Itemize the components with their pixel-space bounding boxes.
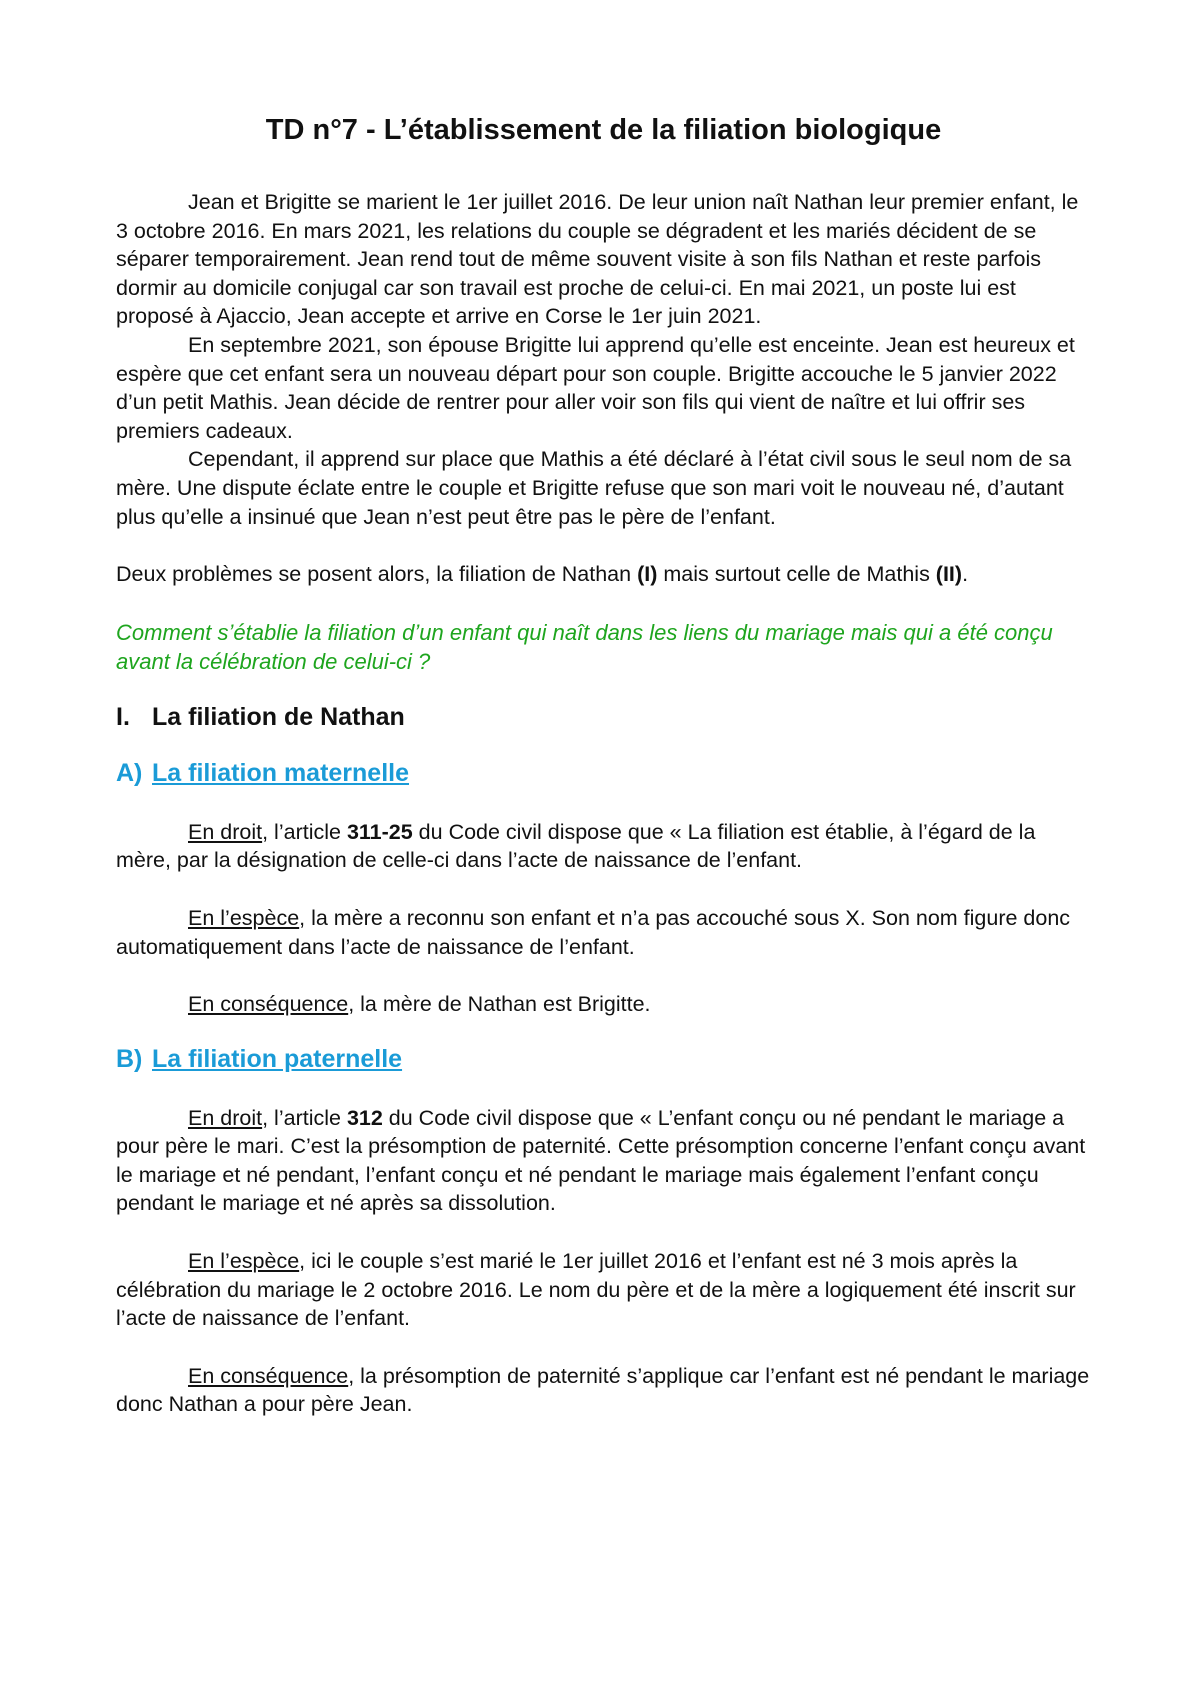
subB-espece-label: En l’espèce	[188, 1249, 300, 1274]
subB-espece-text: , ici le couple s’est marié le 1er juillet 2016 et l’enfant est né 3 mois après la célébration du mariage le 2 octobre 2016. Le nom du père et de la mère a logiquement été inscrit sur l’acte de naissance de l’enfant.	[116, 1249, 1076, 1331]
subB-consequence-text: , la présomption de paternité s’applique car l’enfant est né pendant le mariage donc Nathan a pour père Jean.	[116, 1363, 1090, 1417]
subA-espece-text: , la mère a reconnu son enfant et n’a pas accouché sous X. Son nom figure donc automatiquement dans l’acte de naissance de l’enfant.	[116, 905, 1071, 959]
intro-paragraph-1: Jean et Brigitte se marient le 1er juillet 2016. De leur union naît Nathan leur premier enfant, le 3 octobre 2016. En mars 2021, les relations du couple se dégradent et les mariés décident de se séparer temporairement. Jean rend tout de même souvent visite à son fils Nathan et reste parfois dormir au domicile conjugal car son travail est proche de celui-ci. En mai 2021, un poste lui est proposé à Ajaccio, Jean accepte et arrive en Corse le 1er juin 2021.	[116, 190, 1079, 329]
section-1-heading	[116, 701, 1091, 733]
subB-consequence-label: En conséquence	[188, 1363, 349, 1388]
subsection-b-heading	[116, 1043, 1091, 1075]
subA-article-number: 311-25	[346, 819, 413, 844]
problem-ref-2: (II)	[935, 562, 963, 587]
subsection-b-title: La filiation paternelle	[152, 1044, 403, 1073]
subB-droit-label: En droit	[188, 1105, 263, 1130]
problems-text-post: .	[962, 562, 969, 587]
problem-ref-1: (I)	[637, 562, 658, 587]
subA-droit-paragraph	[116, 818, 1091, 875]
subB-consequence-paragraph	[116, 1362, 1091, 1419]
page-title: TD n°7 - L’établissement de la filiation biologique	[265, 114, 942, 146]
document-body	[116, 112, 1091, 1419]
section-1-number: I.	[116, 702, 130, 731]
subA-droit-label: En droit	[188, 819, 263, 844]
subsection-a-number: A)	[116, 758, 143, 787]
problems-text-mid: mais surtout celle de Mathis	[657, 562, 936, 587]
subA-droit-text: du Code civil dispose que « La filiation est établie, à l’égard de la mère, par la désignation de celle-ci dans l’acte de naissance de l’enfant.	[116, 819, 1036, 873]
subB-droit-pre: , l’article	[262, 1105, 347, 1130]
subA-consequence-text: , la mère de Nathan est Brigitte.	[348, 992, 651, 1017]
subB-article-number: 312	[346, 1105, 383, 1130]
legal-question: Comment s’établie la filiation d’un enfant qui naît dans les liens du mariage mais qui a été conçu avant la célébration de celui-ci ?	[116, 619, 1053, 674]
subB-droit-text: du Code civil dispose que « L’enfant conçu ou né pendant le mariage a pour père le mari. C’est la présomption de paternité. Cette présomption concerne l’enfant conçu avant le mariage et né pendant, l’enfant conçu et né pendant le mariage mais également l’enfant conçu pendant le mariage et né après sa dissolution.	[116, 1105, 1086, 1216]
subA-espece-paragraph	[116, 904, 1091, 961]
subA-consequence-label: En conséquence	[188, 992, 349, 1017]
subsection-b-number: B)	[116, 1044, 143, 1073]
subB-droit-paragraph	[116, 1104, 1091, 1218]
subA-droit-pre: , l’article	[262, 819, 347, 844]
subB-espece-paragraph	[116, 1247, 1091, 1333]
section-1-title: La filiation de Nathan	[152, 702, 405, 731]
intro-paragraph-2: En septembre 2021, son épouse Brigitte lui apprend qu’elle est enceinte. Jean est heureux et espère que cet enfant sera un nouveau départ pour son couple. Brigitte accouche le 5 janvier 2022 d’un petit Mathis. Jean décide de rentrer pour aller voir son fils qui vient de naître et lui offrir ses premiers cadeaux.	[116, 332, 1075, 443]
subA-consequence-paragraph	[116, 990, 1091, 1019]
subsection-a-title: La filiation maternelle	[152, 758, 410, 787]
problems-paragraph	[116, 560, 1091, 589]
problems-text-pre: Deux problèmes se posent alors, la filiation de Nathan	[116, 562, 638, 587]
subA-espece-label: En l’espèce	[188, 905, 300, 930]
intro-paragraph-3: Cependant, il apprend sur place que Mathis a été déclaré à l’état civil sous le seul nom de sa mère. Une dispute éclate entre le couple et Brigitte refuse que son mari voit le nouveau né, d’autant plus qu’elle a insinué que Jean n’est peut être pas le père de l’enfant.	[116, 447, 1072, 529]
subsection-a-heading	[116, 757, 1091, 789]
